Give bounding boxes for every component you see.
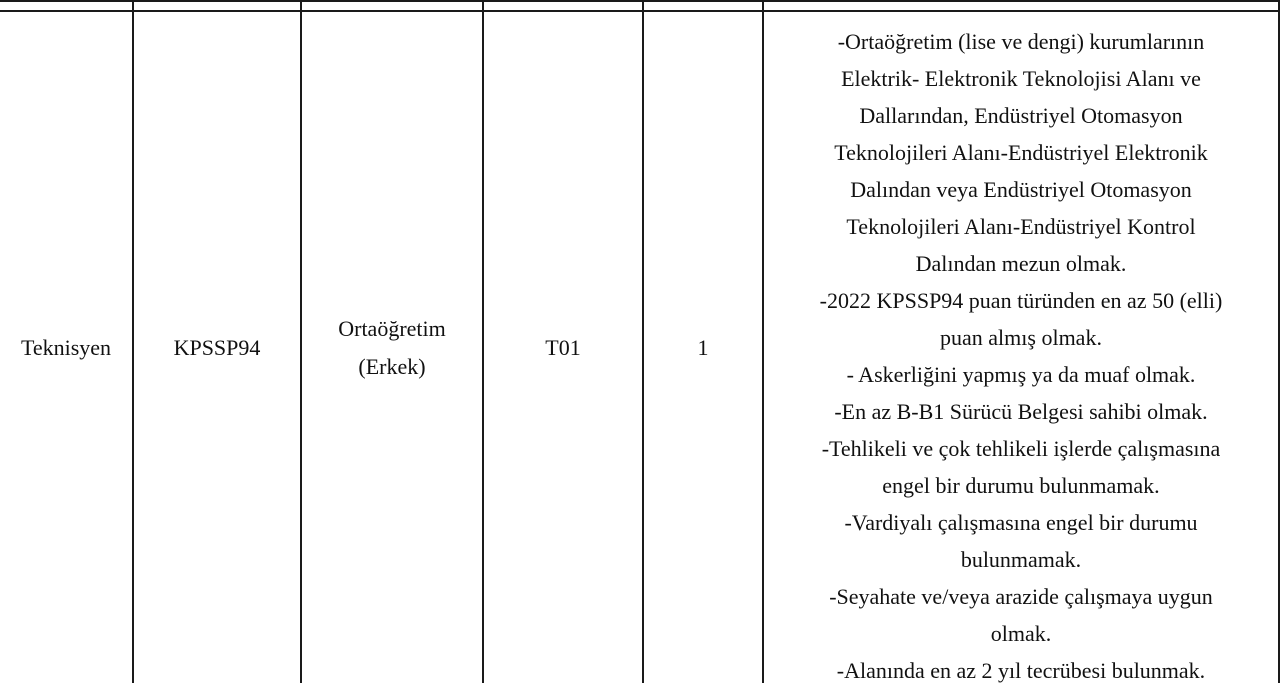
requirement-line: olmak. bbox=[990, 621, 1052, 646]
requirements-list bbox=[764, 23, 1278, 689]
requirement-line: Dalından veya Endüstriyel Otomasyon bbox=[850, 177, 1192, 202]
prev-cell-6 bbox=[763, 1, 1279, 11]
requirement-line: Teknolojileri Alanı-Endüstriyel Kontrol bbox=[846, 214, 1196, 239]
requirement-line: -Seyahate ve/veya arazide çalışmaya uygun bbox=[829, 584, 1213, 609]
education-gender: (Erkek) bbox=[358, 354, 426, 379]
requirement-line: Dalından mezun olmak. bbox=[915, 251, 1127, 276]
requirement-line: -Vardiyalı çalışmasına engel bir durumu bbox=[844, 510, 1198, 535]
requirement-line: engel bir durumu bulunmamak. bbox=[882, 473, 1160, 498]
requirement-line: -Tehlikeli ve çok tehlikeli işlerde çalışmasına bbox=[821, 436, 1221, 461]
requirement-line: puan almış olmak. bbox=[940, 325, 1102, 350]
prev-cell-2 bbox=[133, 1, 301, 11]
requirement-line: Dallarından, Endüstriyel Otomasyon bbox=[859, 103, 1183, 128]
requirement-line: bulunmamak. bbox=[960, 547, 1082, 572]
position-title: Teknisyen bbox=[20, 335, 112, 360]
requirement-line: -En az B-B1 Sürücü Belgesi sahibi olmak. bbox=[834, 399, 1208, 424]
code-cell bbox=[483, 11, 643, 685]
prev-cell-3 bbox=[301, 1, 483, 11]
prev-cell-4 bbox=[483, 1, 643, 11]
requirement-line: -Alanında en az 2 yıl tecrübesi bulunmak. bbox=[836, 658, 1206, 683]
page-bottom-margin bbox=[0, 683, 1280, 691]
count-cell bbox=[643, 11, 763, 685]
prev-cell-5 bbox=[643, 1, 763, 11]
score-type: KPSSP94 bbox=[173, 335, 261, 360]
prev-cell-1 bbox=[0, 1, 133, 11]
position-code: T01 bbox=[545, 335, 581, 360]
requirement-line: Elektrik- Elektronik Teknolojisi Alanı ve bbox=[841, 66, 1201, 91]
requirements-cell bbox=[763, 11, 1279, 685]
table-row bbox=[0, 11, 1279, 685]
education-cell bbox=[301, 11, 483, 685]
score-type-cell bbox=[133, 11, 301, 685]
position-count: 1 bbox=[697, 335, 709, 360]
requirement-line: - Askerliğini yapmış ya da muaf olmak. bbox=[846, 362, 1196, 387]
requirement-line: Teknolojileri Alanı-Endüstriyel Elektronik bbox=[834, 140, 1208, 165]
education-level: Ortaöğretim bbox=[338, 316, 446, 341]
requirement-line: -2022 KPSSP94 puan türünden en az 50 (elli) bbox=[819, 288, 1223, 313]
requirement-line: -Ortaöğretim (lise ve dengi) kurumlarının bbox=[837, 29, 1205, 54]
position-cell bbox=[0, 11, 133, 685]
previous-row-remnant bbox=[0, 1, 1279, 11]
